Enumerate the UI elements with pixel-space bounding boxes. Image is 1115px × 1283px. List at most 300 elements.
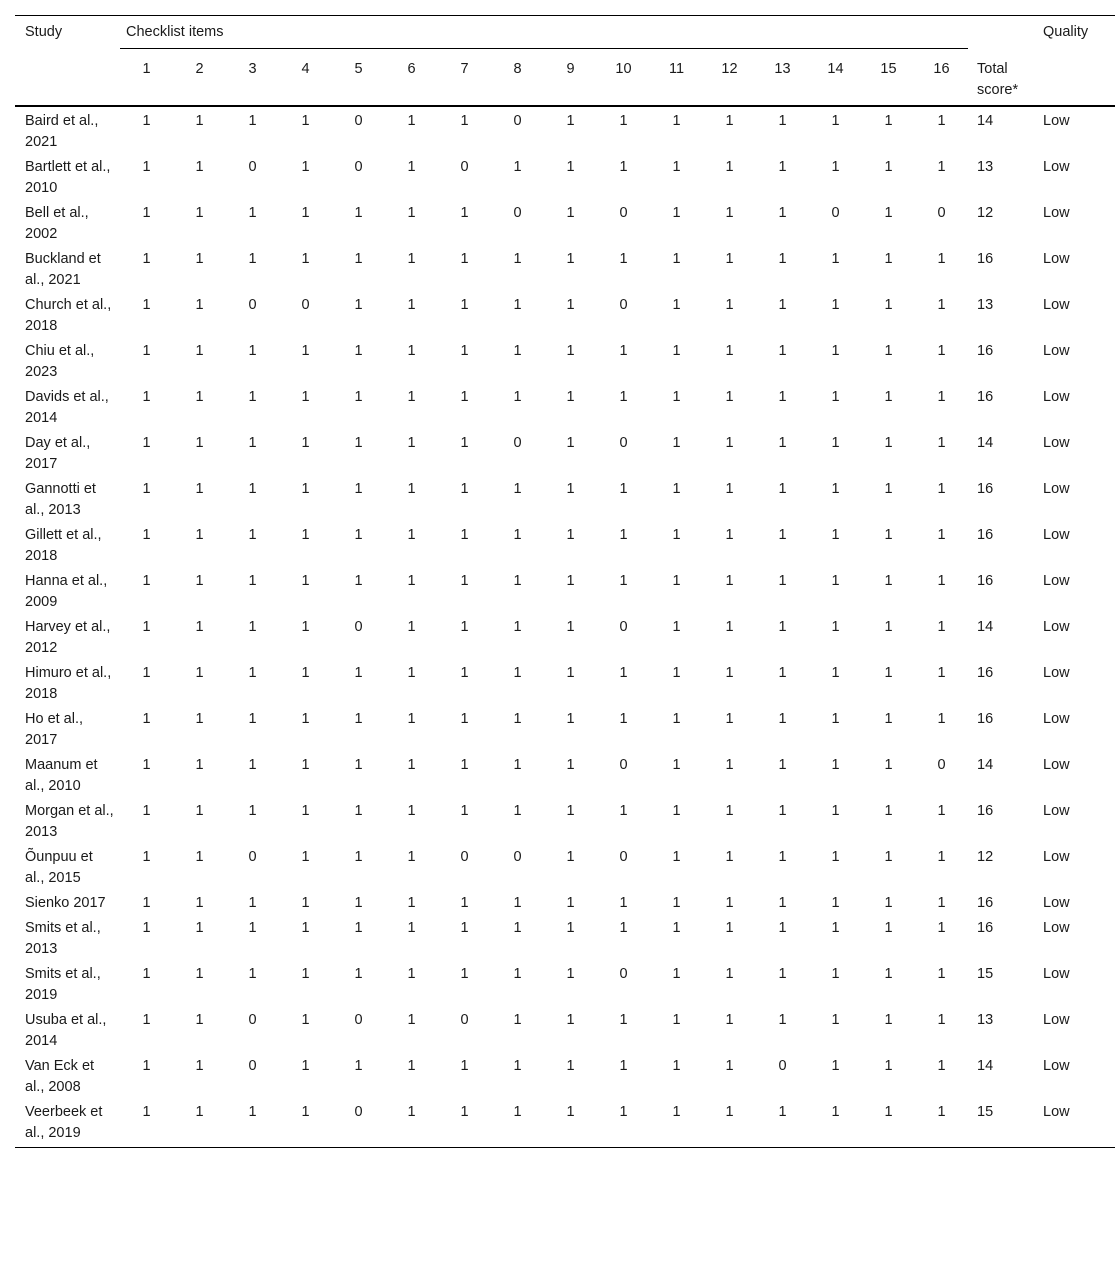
total-score-cell: 16: [977, 342, 994, 359]
item-score-cell: 1: [195, 1011, 204, 1028]
item-score-cell: 1: [831, 388, 840, 405]
item-score-cell: 1: [142, 756, 151, 773]
table-row: [15, 200, 1115, 246]
item-score-cell: 1: [407, 342, 416, 359]
item-score-cell: 1: [248, 618, 257, 635]
item-score-cell: 1: [195, 204, 204, 221]
item-score-cell: 1: [619, 1103, 628, 1120]
item-score-cell: 1: [725, 756, 734, 773]
item-score-cell: 1: [354, 572, 363, 589]
quality-cell: Low: [1043, 204, 1070, 221]
item-score-cell: 0: [301, 296, 310, 313]
item-score-cell: 1: [831, 572, 840, 589]
item-score-cell: 1: [778, 572, 787, 589]
total-score-cell: 13: [977, 158, 994, 175]
item-score-cell: 1: [725, 965, 734, 982]
item-score-cell: 1: [142, 919, 151, 936]
total-score-cell: 14: [977, 434, 994, 451]
table-row: [15, 961, 1115, 1007]
item-score-cell: 1: [407, 1011, 416, 1028]
item-score-cell: 1: [354, 480, 363, 497]
item-score-cell: 1: [884, 434, 893, 451]
table-row: [15, 154, 1115, 200]
item-score-cell: 1: [301, 342, 310, 359]
item-score-cell: 1: [566, 894, 575, 911]
item-score-cell: 0: [248, 1057, 257, 1074]
item-score-cell: 1: [248, 572, 257, 589]
item-score-cell: 1: [831, 250, 840, 267]
item-score-cell: 1: [248, 250, 257, 267]
table-body: [15, 106, 1115, 1148]
table-row: [15, 1099, 1115, 1148]
item-score-cell: 1: [407, 388, 416, 405]
item-score-cell: 1: [407, 848, 416, 865]
item-score-cell: 1: [619, 158, 628, 175]
item-score-cell: 1: [619, 1011, 628, 1028]
item-score-cell: 1: [725, 342, 734, 359]
quality-cell: Low: [1043, 664, 1070, 681]
item-score-cell: 1: [566, 965, 575, 982]
item-score-cell: 1: [195, 756, 204, 773]
item-score-cell: 1: [301, 572, 310, 589]
item-score-cell: 1: [566, 572, 575, 589]
item-score-cell: 1: [460, 756, 469, 773]
study-cell: Hanna et al., 2009: [25, 572, 108, 610]
item-score-cell: 1: [301, 848, 310, 865]
item-score-cell: 1: [937, 965, 946, 982]
item-score-cell: 1: [195, 919, 204, 936]
item-score-cell: 1: [672, 965, 681, 982]
table-row: [15, 660, 1115, 706]
item-score-cell: 1: [566, 919, 575, 936]
table-row: [15, 1053, 1115, 1099]
total-score-cell: 12: [977, 204, 994, 221]
item-score-cell: 0: [248, 1011, 257, 1028]
item-score-cell: 1: [884, 572, 893, 589]
item-score-cell: 1: [884, 250, 893, 267]
item-score-cell: 1: [566, 802, 575, 819]
item-score-cell: 1: [725, 526, 734, 543]
item-score-cell: 1: [248, 204, 257, 221]
total-score-cell: 14: [977, 112, 994, 129]
item-score-cell: 1: [460, 618, 469, 635]
item-score-cell: 1: [566, 434, 575, 451]
item-score-cell: 1: [195, 618, 204, 635]
item-score-cell: 1: [513, 1011, 522, 1028]
item-score-cell: 1: [831, 664, 840, 681]
item-score-cell: 1: [248, 894, 257, 911]
item-score-cell: 1: [778, 919, 787, 936]
item-score-cell: 1: [513, 618, 522, 635]
item-score-cell: 1: [778, 204, 787, 221]
item-score-cell: 1: [460, 526, 469, 543]
item-score-cell: 1: [407, 919, 416, 936]
item-score-cell: 1: [725, 250, 734, 267]
item-score-cell: 1: [672, 434, 681, 451]
table-row: [15, 614, 1115, 660]
item-score-cell: 0: [513, 848, 522, 865]
header-item-8: 8: [513, 61, 522, 77]
item-score-cell: 1: [301, 1103, 310, 1120]
study-cell: Baird et al., 2021: [25, 112, 99, 150]
item-score-cell: 1: [248, 434, 257, 451]
total-score-cell: 16: [977, 802, 994, 819]
header-item-2: 2: [195, 61, 204, 77]
item-score-cell: 1: [725, 1103, 734, 1120]
item-score-cell: 1: [672, 526, 681, 543]
total-score-cell: 15: [977, 965, 994, 982]
item-score-cell: 1: [884, 664, 893, 681]
item-score-cell: 1: [513, 296, 522, 313]
item-score-cell: 1: [778, 250, 787, 267]
item-score-cell: 1: [725, 1057, 734, 1074]
item-score-cell: 1: [301, 894, 310, 911]
item-score-cell: 1: [195, 894, 204, 911]
item-score-cell: 1: [407, 480, 416, 497]
item-score-cell: 1: [195, 848, 204, 865]
item-score-cell: 1: [937, 1103, 946, 1120]
item-score-cell: 1: [142, 1057, 151, 1074]
item-score-cell: 1: [831, 434, 840, 451]
total-score-cell: 16: [977, 480, 994, 497]
item-score-cell: 1: [142, 388, 151, 405]
item-score-cell: 1: [937, 112, 946, 129]
quality-cell: Low: [1043, 388, 1070, 405]
item-score-cell: 1: [831, 802, 840, 819]
item-score-cell: 1: [778, 112, 787, 129]
item-score-cell: 1: [725, 112, 734, 129]
header-checklist-items: Checklist items: [120, 16, 968, 49]
item-score-cell: 1: [672, 919, 681, 936]
item-score-cell: 0: [619, 848, 628, 865]
item-score-cell: 1: [248, 112, 257, 129]
item-score-cell: 1: [248, 388, 257, 405]
item-score-cell: 1: [884, 296, 893, 313]
item-score-cell: 1: [937, 802, 946, 819]
study-cell: Maanum et al., 2010: [25, 756, 98, 794]
item-score-cell: 1: [142, 250, 151, 267]
item-score-cell: 1: [619, 1057, 628, 1074]
item-score-cell: 1: [142, 158, 151, 175]
item-score-cell: 1: [513, 710, 522, 727]
quality-cell: Low: [1043, 618, 1070, 635]
item-score-cell: 1: [513, 664, 522, 681]
item-score-cell: 1: [354, 296, 363, 313]
item-score-cell: 1: [354, 710, 363, 727]
item-score-cell: 1: [672, 1103, 681, 1120]
item-score-cell: 1: [301, 388, 310, 405]
item-score-cell: 1: [937, 1011, 946, 1028]
item-score-cell: 0: [460, 848, 469, 865]
item-score-cell: 1: [248, 919, 257, 936]
item-score-cell: 1: [884, 112, 893, 129]
item-score-cell: 1: [407, 802, 416, 819]
item-score-cell: 1: [566, 204, 575, 221]
item-score-cell: 1: [460, 112, 469, 129]
item-score-cell: 0: [248, 848, 257, 865]
item-score-cell: 1: [831, 1057, 840, 1074]
item-score-cell: 0: [619, 618, 628, 635]
item-score-cell: 1: [937, 434, 946, 451]
header-item-5: 5: [354, 61, 363, 77]
item-score-cell: 1: [566, 756, 575, 773]
item-score-cell: 1: [831, 342, 840, 359]
total-score-cell: 16: [977, 250, 994, 267]
item-score-cell: 1: [725, 388, 734, 405]
header-item-10: 10: [615, 61, 632, 77]
item-score-cell: 1: [937, 296, 946, 313]
item-score-cell: 1: [672, 894, 681, 911]
item-score-cell: 1: [778, 894, 787, 911]
study-cell: Chiu et al., 2023: [25, 342, 95, 380]
quality-cell: Low: [1043, 112, 1070, 129]
item-score-cell: 1: [884, 1057, 893, 1074]
item-score-cell: 1: [460, 919, 469, 936]
item-score-cell: 1: [566, 342, 575, 359]
item-score-cell: 1: [195, 1103, 204, 1120]
study-cell: Bartlett et al., 2010: [25, 158, 111, 196]
item-score-cell: 1: [513, 388, 522, 405]
total-score-cell: 16: [977, 894, 994, 911]
item-score-cell: 1: [566, 250, 575, 267]
item-score-cell: 1: [619, 480, 628, 497]
study-cell: Day et al., 2017: [25, 434, 91, 472]
item-score-cell: 1: [725, 894, 734, 911]
item-score-cell: 1: [884, 618, 893, 635]
item-score-cell: 1: [301, 526, 310, 543]
item-score-cell: 1: [672, 1057, 681, 1074]
item-score-cell: 1: [301, 250, 310, 267]
study-cell: Davids et al., 2014: [25, 388, 109, 426]
item-score-cell: 1: [831, 756, 840, 773]
total-score-cell: 16: [977, 526, 994, 543]
item-score-cell: 1: [566, 618, 575, 635]
item-score-cell: 1: [884, 1011, 893, 1028]
header-quality: Quality: [1043, 24, 1089, 40]
item-score-cell: 1: [619, 802, 628, 819]
item-score-cell: 1: [831, 158, 840, 175]
total-score-cell: 16: [977, 710, 994, 727]
item-score-cell: 1: [513, 756, 522, 773]
item-score-cell: 1: [513, 342, 522, 359]
item-score-cell: 1: [725, 434, 734, 451]
item-score-cell: 1: [566, 664, 575, 681]
item-score-cell: 1: [460, 480, 469, 497]
item-score-cell: 1: [778, 342, 787, 359]
item-score-cell: 1: [778, 526, 787, 543]
item-score-cell: 1: [725, 572, 734, 589]
item-score-cell: 1: [195, 158, 204, 175]
item-score-cell: 1: [884, 1103, 893, 1120]
item-score-cell: 1: [354, 388, 363, 405]
item-score-cell: 1: [619, 526, 628, 543]
item-score-cell: 1: [195, 296, 204, 313]
table-row: [15, 292, 1115, 338]
table-header: [15, 16, 1115, 106]
total-score-cell: 14: [977, 756, 994, 773]
table-row: [15, 430, 1115, 476]
header-item-15: 15: [880, 61, 897, 77]
quality-cell: Low: [1043, 1057, 1070, 1074]
item-score-cell: 0: [619, 756, 628, 773]
item-score-cell: 1: [672, 296, 681, 313]
item-score-cell: 1: [884, 919, 893, 936]
item-score-cell: 0: [619, 204, 628, 221]
item-score-cell: 1: [142, 1011, 151, 1028]
item-score-cell: 1: [884, 756, 893, 773]
total-score-cell: 16: [977, 664, 994, 681]
item-score-cell: 1: [725, 919, 734, 936]
item-score-cell: 1: [619, 250, 628, 267]
study-cell: Gannotti et al., 2013: [25, 480, 96, 518]
item-score-cell: 1: [566, 1057, 575, 1074]
item-score-cell: 1: [460, 710, 469, 727]
item-score-cell: 1: [460, 204, 469, 221]
total-score-cell: 15: [977, 1103, 994, 1120]
item-score-cell: 1: [142, 480, 151, 497]
item-score-cell: 0: [937, 204, 946, 221]
item-score-cell: 1: [407, 158, 416, 175]
item-score-cell: 1: [301, 802, 310, 819]
item-score-cell: 1: [301, 434, 310, 451]
quality-assessment-table: [15, 15, 1115, 1148]
quality-cell: Low: [1043, 296, 1070, 313]
study-cell: Sienko 2017: [25, 894, 106, 911]
item-score-cell: 1: [513, 965, 522, 982]
item-score-cell: 1: [142, 526, 151, 543]
item-score-cell: 1: [725, 664, 734, 681]
item-score-cell: 1: [460, 1103, 469, 1120]
item-score-cell: 1: [884, 342, 893, 359]
item-score-cell: 1: [619, 894, 628, 911]
item-score-cell: 0: [513, 204, 522, 221]
item-score-cell: 1: [460, 664, 469, 681]
item-score-cell: 1: [566, 710, 575, 727]
quality-cell: Low: [1043, 480, 1070, 497]
item-score-cell: 1: [301, 919, 310, 936]
total-score-cell: 14: [977, 618, 994, 635]
item-score-cell: 1: [513, 802, 522, 819]
item-score-cell: 1: [301, 965, 310, 982]
item-score-cell: 1: [566, 1011, 575, 1028]
item-score-cell: 1: [142, 112, 151, 129]
item-score-cell: 1: [407, 710, 416, 727]
quality-cell: Low: [1043, 802, 1070, 819]
item-score-cell: 1: [619, 710, 628, 727]
item-score-cell: 1: [513, 1103, 522, 1120]
item-score-cell: 1: [195, 526, 204, 543]
table-row: [15, 798, 1115, 844]
item-score-cell: 1: [884, 526, 893, 543]
item-score-cell: 1: [407, 112, 416, 129]
header-item-4: 4: [301, 61, 310, 77]
study-cell: Bell et al., 2002: [25, 204, 89, 242]
item-score-cell: 1: [672, 756, 681, 773]
item-score-cell: 1: [301, 158, 310, 175]
item-score-cell: 1: [725, 204, 734, 221]
item-score-cell: 1: [619, 342, 628, 359]
item-score-cell: 1: [301, 1011, 310, 1028]
item-score-cell: 1: [672, 618, 681, 635]
item-score-cell: 1: [513, 572, 522, 589]
item-score-cell: 1: [460, 965, 469, 982]
table-row: [15, 522, 1115, 568]
item-score-cell: 1: [407, 756, 416, 773]
item-score-cell: 0: [354, 1103, 363, 1120]
item-score-cell: 1: [460, 894, 469, 911]
item-score-cell: 1: [248, 756, 257, 773]
item-score-cell: 1: [142, 342, 151, 359]
table-row: [15, 568, 1115, 614]
item-score-cell: 1: [672, 204, 681, 221]
item-score-cell: 1: [778, 434, 787, 451]
item-score-cell: 1: [248, 802, 257, 819]
total-score-cell: 16: [977, 919, 994, 936]
study-cell: Church et al., 2018: [25, 296, 112, 334]
total-score-cell: 14: [977, 1057, 994, 1074]
item-score-cell: 1: [142, 204, 151, 221]
item-score-cell: 1: [725, 848, 734, 865]
header-item-3: 3: [248, 61, 257, 77]
quality-cell: Low: [1043, 710, 1070, 727]
item-score-cell: 1: [407, 618, 416, 635]
item-score-cell: 1: [354, 250, 363, 267]
item-score-cell: 1: [354, 1057, 363, 1074]
item-score-cell: 1: [460, 572, 469, 589]
item-score-cell: 1: [884, 710, 893, 727]
item-score-cell: 1: [513, 1057, 522, 1074]
item-score-cell: 1: [672, 710, 681, 727]
item-score-cell: 1: [778, 296, 787, 313]
study-cell: Van Eck et al., 2008: [25, 1057, 95, 1095]
item-score-cell: 1: [142, 296, 151, 313]
total-score-cell: 12: [977, 848, 994, 865]
item-score-cell: 0: [354, 112, 363, 129]
item-score-cell: 1: [142, 894, 151, 911]
item-score-cell: 1: [672, 664, 681, 681]
item-score-cell: 1: [195, 434, 204, 451]
item-score-cell: 1: [195, 342, 204, 359]
item-score-cell: 1: [725, 710, 734, 727]
item-score-cell: 1: [142, 434, 151, 451]
header-item-6: 6: [407, 61, 416, 77]
item-score-cell: 1: [778, 756, 787, 773]
item-score-cell: 1: [301, 112, 310, 129]
total-score-cell: 16: [977, 572, 994, 589]
item-score-cell: 1: [778, 158, 787, 175]
item-score-cell: 1: [937, 894, 946, 911]
item-score-cell: 1: [195, 480, 204, 497]
item-score-cell: 1: [248, 342, 257, 359]
quality-cell: Low: [1043, 526, 1070, 543]
item-score-cell: 1: [672, 848, 681, 865]
item-score-cell: 0: [354, 1011, 363, 1028]
item-score-cell: 1: [142, 618, 151, 635]
item-score-cell: 1: [248, 664, 257, 681]
item-score-cell: 1: [778, 710, 787, 727]
item-score-cell: 0: [619, 296, 628, 313]
item-score-cell: 1: [460, 296, 469, 313]
quality-cell: Low: [1043, 848, 1070, 865]
item-score-cell: 1: [778, 480, 787, 497]
item-score-cell: 1: [301, 710, 310, 727]
item-score-cell: 1: [725, 618, 734, 635]
item-score-cell: 1: [301, 204, 310, 221]
item-score-cell: 1: [884, 204, 893, 221]
quality-cell: Low: [1043, 434, 1070, 451]
item-score-cell: 1: [407, 1103, 416, 1120]
item-score-cell: 1: [937, 919, 946, 936]
